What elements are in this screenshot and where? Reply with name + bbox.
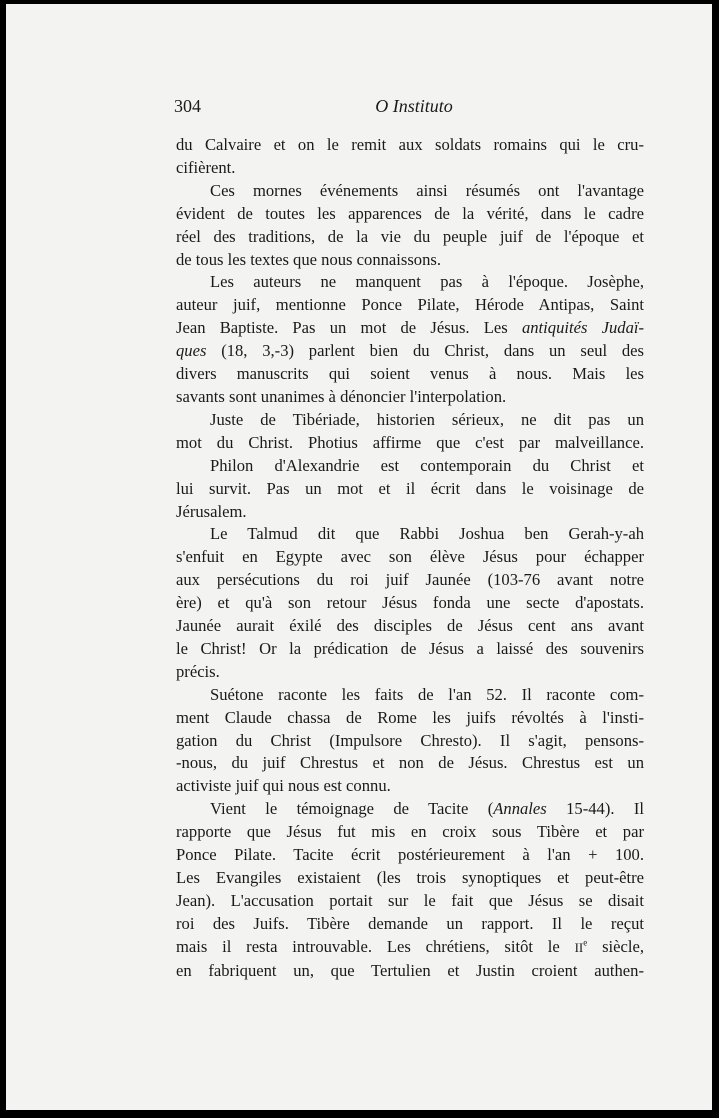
page-number: 304 (174, 96, 201, 116)
text-line: Jérusalem. (176, 501, 247, 521)
text-line (176, 798, 644, 821)
text-line: roi des Juifs. Tibère demande un rapport. Il le reçut (176, 913, 644, 933)
text-line: -nous, du juif Chrestus et non de Jésus. Chrestus est un (176, 753, 644, 773)
text-line: en fabriquent un, que Tertulien et Justin croient authen- (176, 960, 644, 980)
text-line: Les Evangiles existaient (les trois synoptiques et peut-être (176, 868, 644, 887)
page-header (174, 96, 644, 120)
text-line: Ponce Pilate. Tacite écrit postérieurement à l'an + 100. (176, 845, 644, 865)
body-text (176, 134, 644, 983)
paragraph (176, 798, 644, 982)
page (6, 4, 712, 1110)
paragraph (176, 523, 644, 683)
text-line: gation du Christ (Impulsore Chresto). Il s'agit, pensons- (176, 730, 644, 750)
text-line: Le Talmud dit que Rabbi Joshua ben Gerah-y-ah (210, 524, 644, 544)
text-line (176, 936, 644, 960)
paragraph (176, 134, 644, 180)
text-line: Suétone raconte les faits de l'an 52. Il raconte com- (210, 684, 644, 704)
text-line: le Christ! Or la prédication de Jésus a laissé des souvenirs (176, 638, 644, 658)
text-line (176, 317, 644, 340)
text-line: auteur juif, mentionne Ponce Pilate, Hérode Antipas, Saint (176, 295, 644, 315)
text-fragment: mais il resta introuvable. Les chrétiens, sitôt le (176, 936, 575, 956)
book-title: ques (176, 341, 207, 361)
book-title: antiquités Judaï- (521, 318, 645, 338)
book-title: Annales (493, 799, 547, 819)
text-line: Jean). L'accusation portait sur le fait que Jésus se disait (176, 890, 644, 910)
century-superscript: e (583, 937, 588, 948)
text-fragment: Vient le témoignage de Tacite ( (210, 799, 494, 819)
text-fragment: siècle, (587, 936, 644, 956)
text-line: cifièrent. (176, 157, 236, 177)
text-line: Les auteurs ne manquent pas à l'époque. Josèphe, (210, 272, 644, 292)
text-fragment: (18, 3,-3) parlent bien du Christ, dans un seul des (206, 341, 644, 361)
text-line: évident de toutes les apparences de la vérité, dans le cadre (176, 203, 644, 223)
text-line (176, 340, 644, 363)
paragraph (176, 180, 644, 272)
text-line: Juste de Tibériade, historien sérieux, ne dit pas un (210, 409, 644, 429)
text-fragment: 15-44). Il (546, 799, 644, 819)
text-line: de tous les textes que nous connaissons. (176, 249, 442, 269)
paragraph (176, 455, 644, 524)
text-fragment: Jean Baptiste. Pas un mot de Jésus. Les (176, 318, 522, 338)
text-line: activiste juif qui nous est connu. (176, 776, 391, 796)
text-line: précis. (176, 661, 220, 681)
text-line: Philon d'Alexandrie est contemporain du Christ et (210, 455, 644, 475)
text-line: divers manuscrits qui soient venus à nous. Mais les (176, 364, 644, 384)
text-line: lui survit. Pas un mot et il écrit dans le voisinage de (176, 478, 644, 498)
text-line: Ces mornes événements ainsi résumés ont l'avantage (210, 180, 644, 200)
paragraph (176, 684, 644, 799)
running-title: O Instituto (375, 96, 453, 116)
text-line: aux persécutions du roi juif Jaunée (103-76 avant notre (176, 570, 644, 590)
text-line: rapporte que Jésus fut mis en croix sous Tibère et par (176, 822, 644, 842)
text-line: s'enfuit en Egypte avec son élève Jésus pour échapper (176, 547, 644, 567)
text-line: ère) et qu'à son retour Jésus fonda une secte d'apostats. (176, 593, 644, 613)
paragraph (176, 409, 644, 455)
text-line: mot du Christ. Photius affirme que c'est par malveillance. (176, 432, 644, 452)
text-line: Jaunée aurait éxilé des disciples de Jésus cent ans avant (176, 616, 644, 636)
paragraph (176, 271, 644, 408)
text-line: savants sont unanimes à dénoncier l'interpolation. (176, 386, 507, 406)
century-numeral: II (574, 939, 584, 955)
text-line: réel des traditions, de la vie du peuple juif de l'époque et (176, 226, 644, 246)
text-line: ment Claude chassa de Rome les juifs révoltés à l'insti- (176, 707, 644, 727)
text-line: du Calvaire et on le remit aux soldats romains qui le cru- (176, 135, 644, 154)
